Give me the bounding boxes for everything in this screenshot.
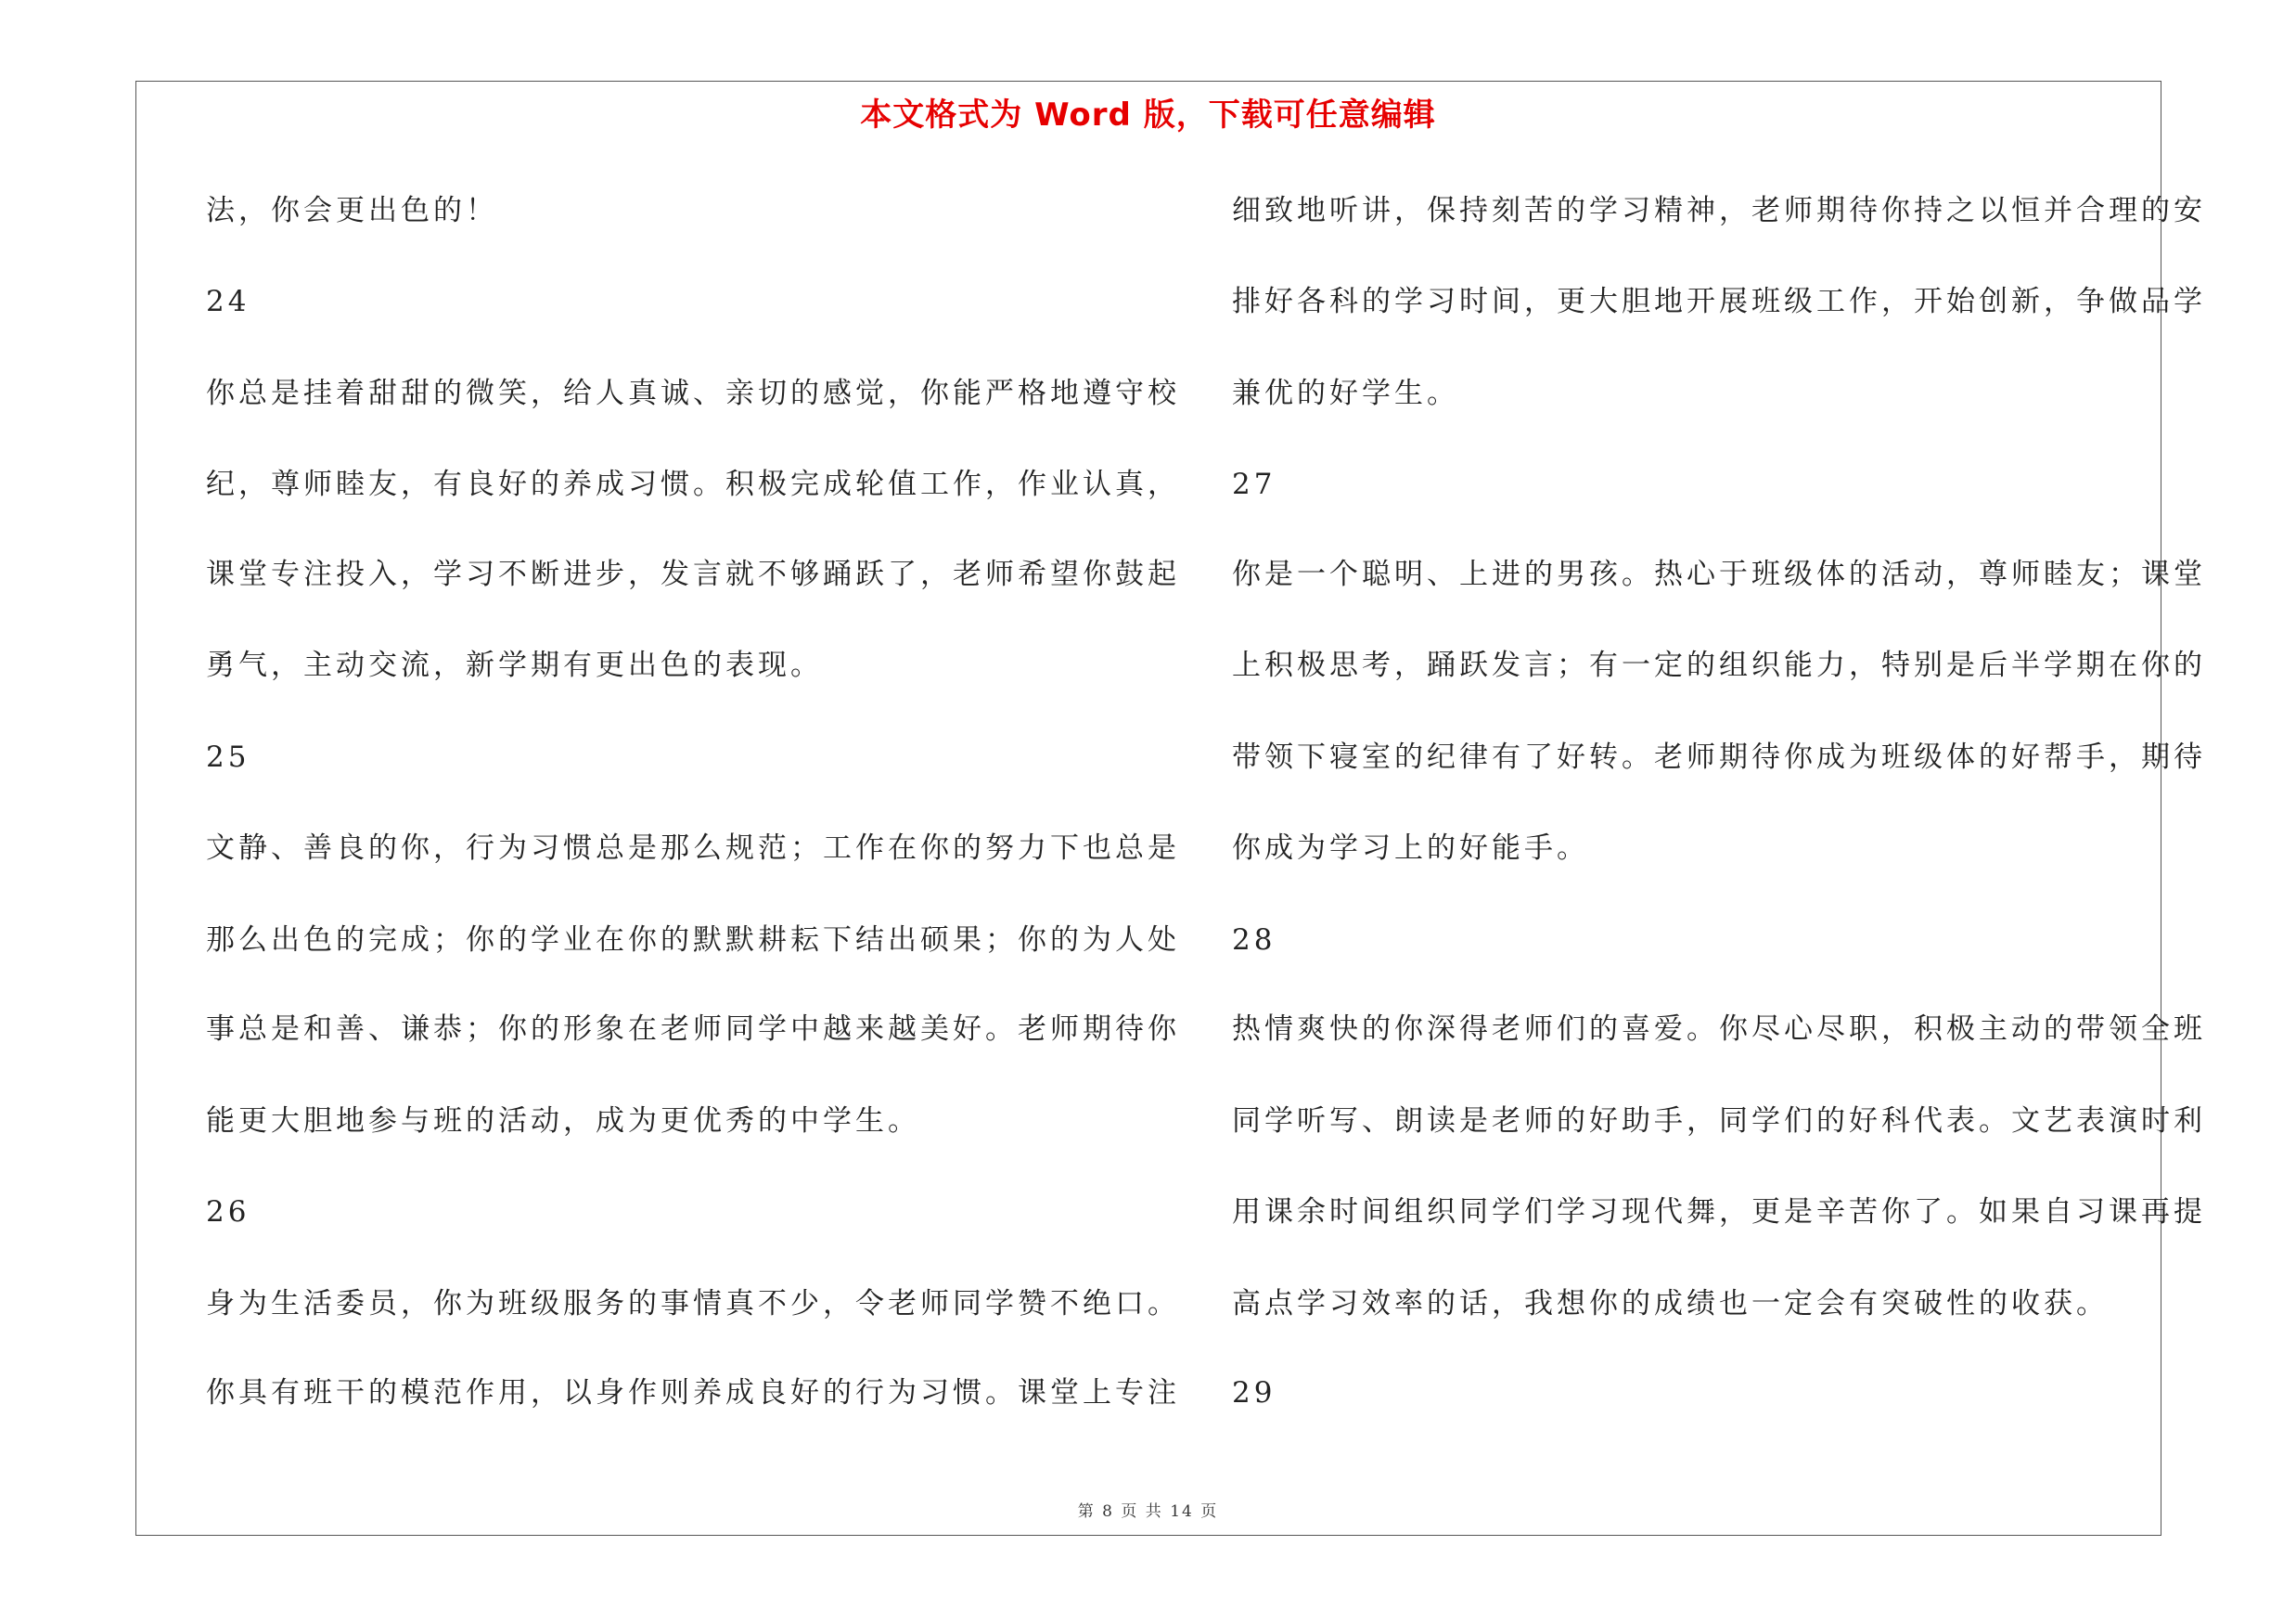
right-text-line: 28 <box>1232 923 1276 957</box>
right-text-line: 27 <box>1232 468 1276 501</box>
right-text-line: 上积极思考，踊跃发言；有一定的组织能力，特别是后半学期在你的 <box>1232 649 2206 682</box>
left-text-line: 文静、善良的你，行为习惯总是那么规范；工作在你的努力下也总是 <box>206 831 1180 865</box>
left-text-line: 24 <box>206 285 250 318</box>
left-text-line: 能更大胆地参与班的活动，成为更优秀的中学生。 <box>206 1104 920 1138</box>
right-text-line: 排好各科的学习时间，更大胆地开展班级工作，开始创新，争做品学 <box>1232 285 2206 318</box>
right-text-line: 你成为学习上的好能手。 <box>1232 831 1589 865</box>
right-text-line: 用课余时间组织同学们学习现代舞，更是辛苦你了。如果自习课再提 <box>1232 1195 2206 1229</box>
left-text-line: 事总是和善、谦恭；你的形象在老师同学中越来越美好。老师期待你 <box>206 1012 1180 1046</box>
right-text-line: 高点学习效率的话，我想你的成绩也一定会有突破性的收获。 <box>1232 1287 2109 1320</box>
right-text-line: 热情爽快的你深得老师们的喜爱。你尽心尽职，积极主动的带领全班 <box>1232 1012 2206 1046</box>
right-text-line: 兼优的好学生。 <box>1232 377 1459 410</box>
left-text-line: 勇气，主动交流，新学期有更出色的表现。 <box>206 649 823 682</box>
left-text-line: 身为生活委员，你为班级服务的事情真不少，令老师同学赞不绝口。 <box>206 1287 1180 1320</box>
left-text-line: 26 <box>206 1195 250 1229</box>
left-text-line: 法，你会更出色的！ <box>206 194 498 227</box>
left-text-line: 课堂专注投入，学习不断进步，发言就不够踊跃了，老师希望你鼓起 <box>206 558 1180 591</box>
left-text-line: 你总是挂着甜甜的微笑，给人真诚、亲切的感觉，你能严格地遵守校 <box>206 377 1180 410</box>
left-text-line: 你具有班干的模范作用，以身作则养成良好的行为习惯。课堂上专注 <box>206 1376 1180 1410</box>
page-number-footer: 第 8 页 共 14 页 <box>1077 1502 1219 1521</box>
right-text-line: 带领下寝室的纪律有了好转。老师期待你成为班级体的好帮手，期待 <box>1232 741 2206 774</box>
editable-word-banner: 本文格式为 Word 版，下载可任意编辑 <box>860 97 1436 134</box>
right-text-line: 细致地听讲，保持刻苦的学习精神，老师期待你持之以恒并合理的安 <box>1232 194 2206 227</box>
right-text-line: 你是一个聪明、上进的男孩。热心于班级体的活动，尊师睦友；课堂 <box>1232 558 2206 591</box>
left-text-line: 25 <box>206 741 250 774</box>
left-text-line: 那么出色的完成；你的学业在你的默默耕耘下结出硕果；你的为人处 <box>206 923 1180 957</box>
right-text-line: 29 <box>1232 1376 1276 1410</box>
right-text-line: 同学听写、朗读是老师的好助手，同学们的好科代表。文艺表演时利 <box>1232 1104 2206 1138</box>
left-text-line: 纪，尊师睦友，有良好的养成习惯。积极完成轮值工作，作业认真， <box>206 468 1180 501</box>
